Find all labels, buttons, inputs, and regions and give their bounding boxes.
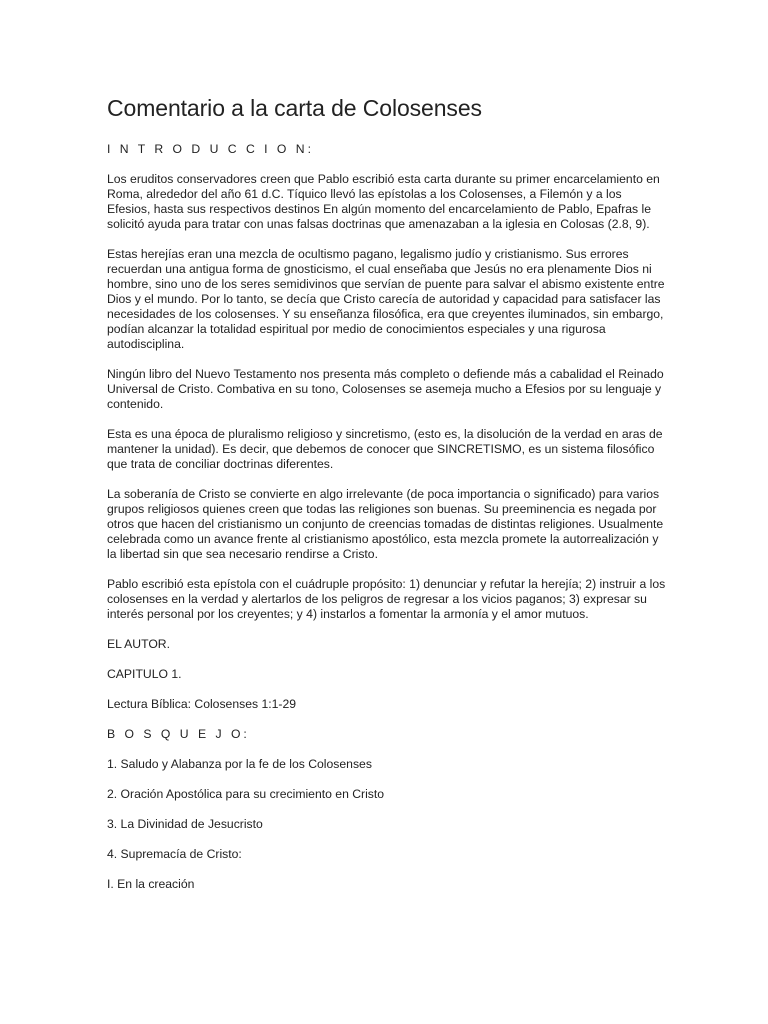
capitulo-heading: CAPITULO 1. <box>107 667 182 681</box>
paragraph-2: Estas herejías eran una mezcla de ocultismo pagano, legalismo judío y cristianismo. Sus errores recuerdan una antigua forma de gnosticismo, el cual enseñaba que Jesús no era plenamente Dios ni hombre, sino uno de los seres semidivinos que servían de puente para salvar el abismo existente entre Dios y el mundo. Por lo tanto, se decía que Cristo carecía de autoridad y capacidad para satisfacer las necesidades de los colosenses. Y su enseñanza filosófica, era que creyentes iluminados, sin embargo, podían alcanzar la totalidad espiritual por medio de conocimientos especiales y una rigurosa autodisciplina. <box>107 247 665 351</box>
autor-heading: EL AUTOR. <box>107 637 170 651</box>
bosquejo-heading: B O S Q U E J O: <box>107 727 250 741</box>
page-title: Comentario a la carta de Colosenses <box>107 95 482 121</box>
outline-item: I. En la creación <box>107 877 195 891</box>
outline-item: 3. La Divinidad de Jesucristo <box>107 817 263 831</box>
outline-item: 4. Supremacía de Cristo: <box>107 847 242 861</box>
lectura-biblica: Lectura Bíblica: Colosenses 1:1-29 <box>107 697 297 711</box>
paragraph-1: Los eruditos conservadores creen que Pablo escribió esta carta durante su primer encarcelamiento en Roma, alrededor del año 61 d.C. Tíquico llevó las epístolas a los Colosenses, a Filemón y a los Efesios, hasta sus respectivos destinos En algún momento del encarcelamiento de Pablo, Epafras le solicitó ayuda para tratar con unas falsas doctrinas que amenazaban a la iglesia en Colosas (2.8, 9). <box>107 172 660 231</box>
outline-item: 2. Oración Apostólica para su crecimiento en Cristo <box>107 787 385 801</box>
outline-item: 1. Saludo y Alabanza por la fe de los Colosenses <box>107 757 372 771</box>
paragraph-3: Ningún libro del Nuevo Testamento nos presenta más completo o defiende más a cabalidad el Reinado Universal de Cristo. Combativa en su tono, Colosenses se asemeja mucho a Efesios por su lenguaje y contenido. <box>107 367 664 411</box>
introduccion-heading: I N T R O D U C C I O N: <box>107 142 314 156</box>
paragraph-4: Esta es una época de pluralismo religioso y sincretismo, (esto es, la disolución de la verdad en aras de mantener la unidad). Es decir, que debemos de conocer que SINCRETISMO, es un sistema filosófico que trata de conciliar doctrinas diferentes. <box>107 427 663 471</box>
paragraph-6: Pablo escribió esta epístola con el cuádruple propósito: 1) denunciar y refutar la herejía; 2) instruir a los colosenses en la verdad y alertarlos de los peligros de regresar a los vicios paganos; 3) expresar su interés personal por los creyentes; y 4) instarlos a fomentar la armonía y el amor mutuos. <box>107 577 666 621</box>
paragraph-5: La soberanía de Cristo se convierte en algo irrelevante (de poca importancia o significado) para varios grupos religiosos quienes creen que todas las religiones son buenas. Su preeminencia es negada por otros que hacen del cristianismo un conjunto de creencias tomadas de distintas religiones. Usualmente celebrada como un avance frente al cristianismo apostólico, esta mezcla promete la autorrealización y la libertad sin que sea necesario rendirse a Cristo. <box>107 487 664 561</box>
